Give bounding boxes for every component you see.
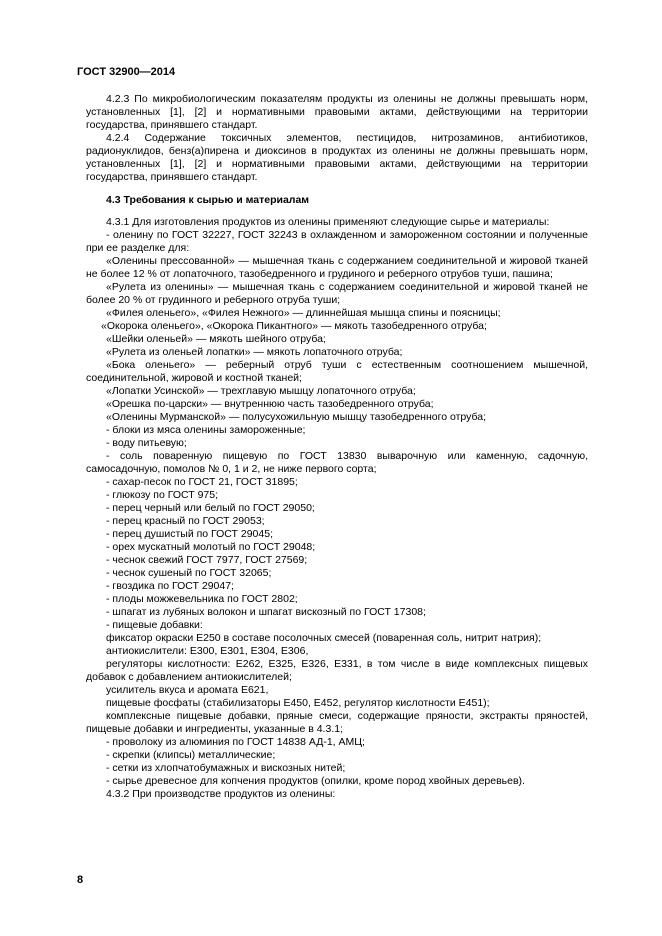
paragraph: - сахар-песок по ГОСТ 21, ГОСТ 31895; bbox=[106, 476, 298, 488]
paragraph: «Бока оленьего» — реберный отруб туши с естественным соотношением мышечной, соединительной, жировой и костной тканей; bbox=[86, 359, 588, 384]
paragraph: - чеснок сушеный по ГОСТ 32065; bbox=[106, 567, 272, 579]
paragraph: комплексные пищевые добавки, пряные смеси, содержащие пряности, экстракты пряностей, пищевые добавки и ингредиенты, указанные в 4.3.1; bbox=[86, 710, 588, 735]
paragraph: - перец душистый по ГОСТ 29045; bbox=[106, 528, 273, 540]
paragraph: «Лопатки Усинской» — трехглавую мышцу лопаточного отруба; bbox=[106, 385, 416, 397]
paragraph: - перец красный по ГОСТ 29053; bbox=[106, 515, 265, 527]
document-body bbox=[86, 93, 588, 801]
paragraph: - проволоку из алюминия по ГОСТ 14838 АД-1, АМЦ; bbox=[106, 736, 365, 748]
document-header: ГОСТ 32900—2014 bbox=[77, 66, 176, 78]
paragraph: регуляторы кислотности: Е262, Е325, Е326, Е331, в том числе в виде комплексных пищевых добавок с добавлением антиокислителей; bbox=[86, 658, 588, 683]
paragraph: - воду питьевую; bbox=[106, 437, 187, 449]
paragraph: антиокислители: Е300, Е301, Е304, Е306, bbox=[106, 645, 309, 657]
paragraph: «Рулета из оленьей лопатки» — мякоть лопаточного отруба; bbox=[106, 346, 403, 358]
paragraph: - глюкозу по ГОСТ 975; bbox=[106, 489, 219, 501]
paragraph: - блоки из мяса оленины замороженные; bbox=[106, 424, 306, 436]
paragraph: «Филея оленьего», «Филея Нежного» — длиннейшая мышца спины и поясницы; bbox=[106, 307, 501, 319]
paragraph: - гвоздика по ГОСТ 29047; bbox=[106, 580, 234, 592]
paragraph: - скрепки (клипсы) металлические; bbox=[106, 749, 276, 761]
paragraph: фиксатор окраски Е250 в составе посолочных смесей (поваренная соль, нитрит натрия); bbox=[106, 632, 542, 644]
paragraph: - орех мускатный молотый по ГОСТ 29048; bbox=[106, 541, 316, 553]
paragraph: «Орешка по-царски» — внутреннюю часть тазобедренного отруба; bbox=[106, 398, 434, 410]
paragraph: - шпагат из лубяных волокон и шпагат вискозный по ГОСТ 17308; bbox=[106, 606, 426, 618]
paragraph: «Рулета из оленины» — мышечная ткань с содержанием соединительной и жировой тканей не более 20 % от грудинного и реберного отруба туши; bbox=[86, 281, 588, 306]
paragraph: 4.3.1 Для изготовления продуктов из оленины применяют следующие сырье и материалы: bbox=[106, 216, 550, 228]
paragraph: усилитель вкуса и аромата Е621, bbox=[106, 684, 269, 696]
paragraph: - пищевые добавки: bbox=[106, 619, 203, 631]
paragraph: 4.3.2 При производстве продуктов из оленины: bbox=[106, 788, 336, 800]
paragraph: - перец черный или белый по ГОСТ 29050; bbox=[106, 502, 315, 514]
paragraph: - сырье древесное для копчения продуктов (опилки, кроме пород хвойных деревьев). bbox=[106, 775, 525, 787]
paragraph: - соль поваренную пищевую по ГОСТ 13830 выварочную или каменную, садочную, самосадочную, помолов № 0, 1 и 2, не ниже первого сорта; bbox=[86, 450, 588, 475]
section-heading: 4.3 Требования к сырью и материалам bbox=[106, 194, 310, 206]
paragraph: - сетки из хлопчатобумажных и вискозных нитей; bbox=[106, 762, 346, 774]
paragraph: «Оленины прессованной» — мышечная ткань с содержанием соединительной и жировой тканей не более 12 % от лопаточного, тазобедренного и грудиного и реберного отрубов туши, пашина; bbox=[86, 255, 588, 280]
paragraph: «Окорока оленьего», «Окорока Пикантного» — мякоть тазобедренного отруба; bbox=[101, 320, 487, 332]
paragraph: «Шейки оленьей» — мякоть шейного отруба; bbox=[106, 333, 326, 345]
paragraph: - плоды можжевельника по ГОСТ 2802; bbox=[106, 593, 298, 605]
paragraph: 4.2.4 Содержание токсичных элементов, пестицидов, нитрозаминов, антибиотиков, радионуклидов, бенз(а)пирена и диоксинов в продуктах из оленины не должны превышать норм, установленных [1], [2] и нормативными правовыми актами, действующими на территории государства, принявшего стандарт. bbox=[86, 132, 588, 183]
paragraph: пищевые фосфаты (стабилизаторы Е450, Е452, регулятор кислотности Е451); bbox=[106, 697, 490, 709]
paragraph: 4.2.3 По микробиологическим показателям продукты из оленины не должны превышать норм, установленных [1], [2] и нормативными правовыми актами, действующими на территории государства, принявшего стандарт. bbox=[86, 93, 588, 131]
paragraph: - чеснок свежий ГОСТ 7977, ГОСТ 27569; bbox=[106, 554, 308, 566]
page-number: 8 bbox=[77, 874, 84, 886]
paragraph: - оленину по ГОСТ 32227, ГОСТ 32243 в охлажденном и замороженном состоянии и полученные при ее разделке для: bbox=[86, 229, 588, 254]
paragraph: «Оленины Мурманской» — полусухожильную мышцу тазобедренного отруба; bbox=[106, 411, 487, 423]
